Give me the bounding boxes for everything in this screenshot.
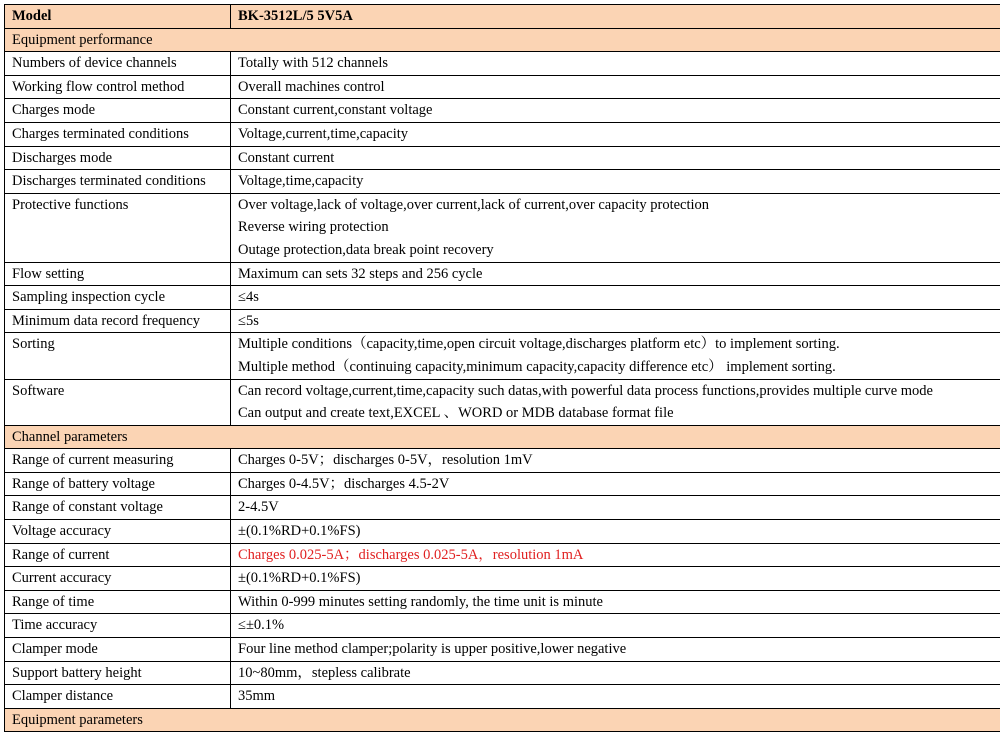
row-label: Protective functions [5,193,231,262]
row-value [231,52,1000,76]
row-value [231,262,1000,286]
table-row [5,379,1000,425]
table-row [5,146,1000,170]
table-row [5,472,1000,496]
row-value [231,309,1000,333]
row-label: Range of battery voltage [5,472,231,496]
row-label: Discharges terminated conditions [5,170,231,194]
row-label: Clamper distance [5,685,231,709]
row-label: Range of current measuring [5,449,231,473]
spec-table [4,4,1000,732]
row-label: Software [5,379,231,425]
value-line: ≤5s [238,312,259,329]
value-line: Outage protection,data break point recovery [238,241,494,258]
value-line: Can record voltage,current,time,capacity such datas,with powerful data process functions,provides multiple curve mode [238,382,933,399]
row-label: Range of current [5,543,231,567]
value-line: Voltage,time,capacity [238,173,364,190]
value-line: Within 0-999 minutes setting randomly, the time unit is minute [238,593,603,610]
row-value [231,193,1000,262]
row-value [231,472,1000,496]
value-line: Charges 0.025-5A；discharges 0.025-5A，resolution 1mA [238,546,584,563]
row-label: Charges terminated conditions [5,122,231,146]
table-row [5,496,1000,520]
value-line: Maximum can sets 32 steps and 256 cycle [238,265,483,282]
row-value [231,170,1000,194]
row-value [231,590,1000,614]
row-label: Minimum data record frequency [5,309,231,333]
row-label: Voltage accuracy [5,520,231,544]
value-line: Constant current,constant voltage [238,102,433,119]
row-label: Working flow control method [5,75,231,99]
row-label: Current accuracy [5,567,231,591]
row-value [231,333,1000,379]
row-value [231,661,1000,685]
row-label: Numbers of device channels [5,52,231,76]
row-value [231,520,1000,544]
row-value [231,614,1000,638]
table-row [5,661,1000,685]
table-row [5,449,1000,473]
value-line: Charges 0-4.5V；discharges 4.5-2V [238,475,450,492]
value-line: ≤±0.1% [238,617,285,634]
table-row [5,333,1000,379]
table-row [5,590,1000,614]
table-row [5,262,1000,286]
value-line: ±(0.1%RD+0.1%FS) [238,570,361,587]
value-line: Charges 0-5V；discharges 0-5V，resolution 1mV [238,452,533,469]
section-title: Channel parameters [5,425,1000,449]
row-label: Range of time [5,590,231,614]
row-label: Support battery height [5,661,231,685]
section-title: Equipment parameters [5,708,1000,732]
table-row [5,543,1000,567]
section-title: Equipment performance [5,28,1000,52]
row-label: Charges mode [5,99,231,123]
value-line: Multiple conditions（capacity,time,open circuit voltage,discharges platform etc）to implement sorting. [238,336,840,353]
value-line: Reverse wiring protection [238,219,389,236]
row-label: Clamper mode [5,638,231,662]
row-value [231,286,1000,310]
table-row [5,638,1000,662]
table-row [5,614,1000,638]
row-value [231,379,1000,425]
table-row [5,122,1000,146]
row-value [231,146,1000,170]
section-performance [5,28,1000,52]
model-row [5,5,1000,29]
row-label: Sorting [5,333,231,379]
table-row [5,286,1000,310]
row-value [231,99,1000,123]
value-line: ≤4s [238,289,259,306]
table-row [5,170,1000,194]
row-value [231,638,1000,662]
value-line: Voltage,current,time,capacity [238,125,409,142]
value-line: Over voltage,lack of voltage,over current,lack of current,over capacity protection [238,196,710,213]
row-label: Time accuracy [5,614,231,638]
row-value [231,496,1000,520]
row-value [231,449,1000,473]
table-row [5,75,1000,99]
row-label: Sampling inspection cycle [5,286,231,310]
value-line: Totally with 512 channels [238,55,388,72]
table-row [5,309,1000,333]
row-label: Discharges mode [5,146,231,170]
row-value [231,543,1000,567]
value-line: Multiple method（continuing capacity,minimum capacity,capacity difference etc） implement sorting. [238,358,836,375]
value-line: Four line method clamper;polarity is upper positive,lower negative [238,641,627,658]
row-value [231,122,1000,146]
row-value [231,75,1000,99]
row-label: Range of constant voltage [5,496,231,520]
table-row [5,99,1000,123]
table-row [5,193,1000,262]
value-line: 35mm [238,688,276,705]
model-label: Model [5,5,231,29]
value-line: Overall machines control [238,78,385,95]
table-row [5,520,1000,544]
table-row [5,52,1000,76]
value-line: 10~80mm，stepless calibrate [238,664,411,681]
table-row [5,685,1000,709]
row-value [231,685,1000,709]
value-line: Can output and create text,EXCEL 、WORD or MDB database format file [238,405,674,422]
value-line: 2-4.5V [238,499,279,516]
row-value [231,567,1000,591]
section-equipment [5,708,1000,732]
table-row [5,567,1000,591]
value-line: ±(0.1%RD+0.1%FS) [238,523,361,540]
value-line: Constant current [238,149,335,166]
model-value: BK-3512L/5 5V5A [231,5,1000,29]
section-channel [5,425,1000,449]
row-label: Flow setting [5,262,231,286]
spec-table-body [5,5,1000,732]
